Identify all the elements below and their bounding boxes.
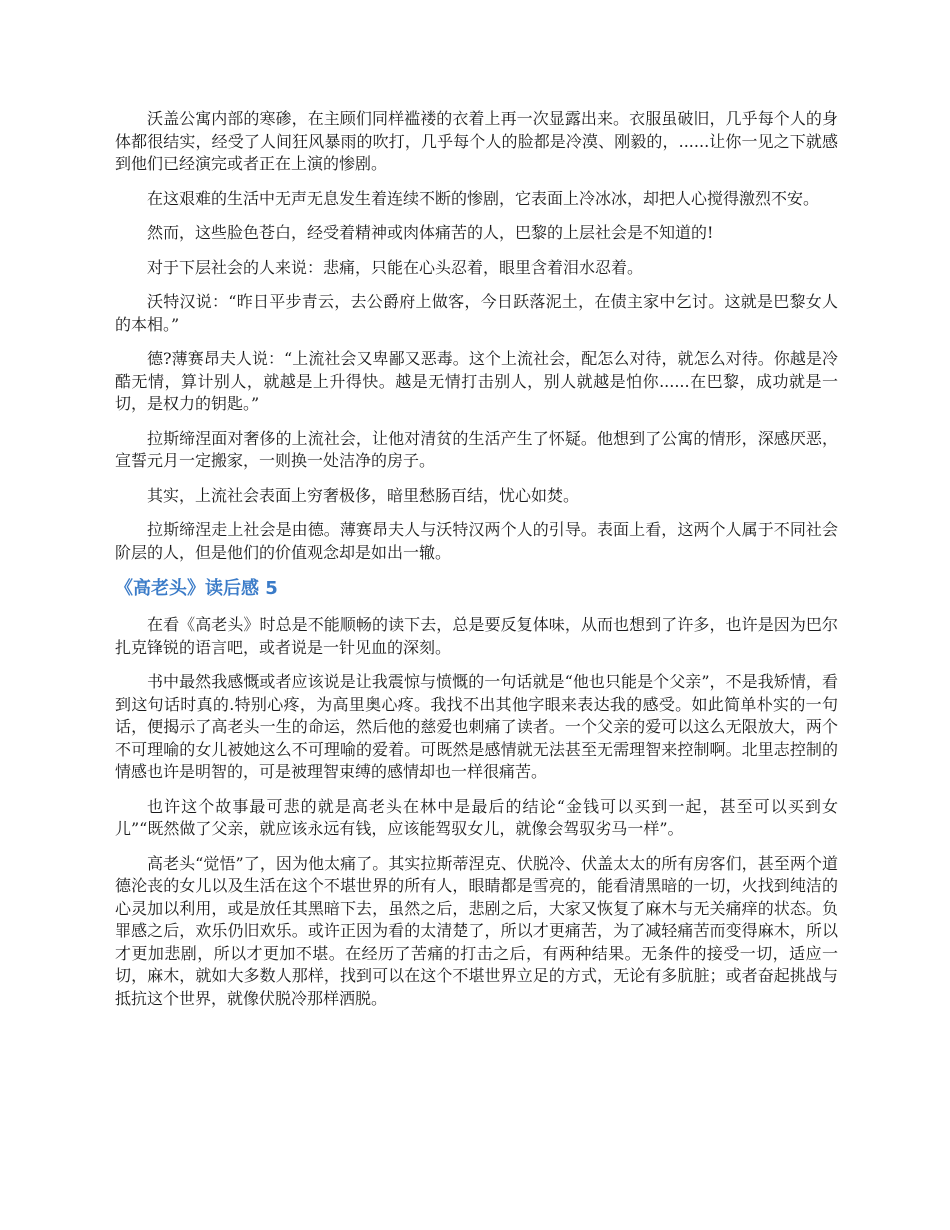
paragraph: 拉斯缔涅走上社会是由德。薄赛昂夫人与沃特汉两个人的引导。表面上看，这两个人属于不同社会阶层的人，但是他们的价值观念却是如出一辙。 <box>115 520 838 562</box>
paragraph: 高老头“觉悟”了，因为他太痛了。其实拉斯蒂涅克、伏脱冷、伏盖太太的所有房客们，甚至两个道德沦丧的女儿以及生活在这个不堪世界的所有人，眼睛都是雪亮的，能看清黑暗的一切，火找到纯洁的心灵加以利用，或是放任其黑暗下去，虽然之后，悲剧之后，大家又恢复了麻木与无关痛痒的状态。负罪感之后，欢乐仍旧欢乐。或许正因为看的太清楚了，所以才更痛苦，为了减轻痛苦而变得麻木，所以才更加悲剧，所以才更加不堪。在经历了苦痛的打击之后，有两种结果。无条件的接受一切，适应一切，麻木，就如大多数人那样，找到可以在这个不堪世界立足的方式，无论有多肮脏；或者奋起挑战与抵抗这个世界，就像伏脱冷那样洒脱。 <box>115 853 838 1008</box>
section-heading: 《高老头》读后感 5 <box>115 578 278 599</box>
paragraph: 对于下层社会的人来说：悲痛，只能在心头忍着，眼里含着泪水忍着。 <box>147 257 644 277</box>
paragraph: 拉斯缔涅面对奢侈的上流社会，让他对清贫的生活产生了怀疑。他想到了公寓的情形，深感厌恶，宣誓元月一定搬家，一则换一处洁净的房子。 <box>115 428 838 470</box>
paragraph: 沃盖公寓内部的寒碜，在主顾们同样褴褛的衣着上再一次显露出来。衣服虽破旧，几乎每个人的身体都很结实，经受了人间狂风暴雨的吹打，几乎每个人的脸都是冷漠、刚毅的，......让你一见之下就感到他们已经演完或者正在上演的惨剧。 <box>115 109 838 173</box>
paragraph: 在这艰难的生活中无声无息发生着连续不断的惨剧，它表面上冷冰冰，却把人心搅得激烈不安。 <box>147 188 820 208</box>
paragraph: 也许这个故事最可悲的就是高老头在林中是最后的结论“金钱可以买到一起，甚至可以买到女儿”“既然做了父亲，就应该永远有钱，应该能驾驭女儿，就像会驾驭劣马一样”。 <box>115 796 838 838</box>
paragraph: 其实，上流社会表面上穷奢极侈，暗里愁肠百结，忧心如焚。 <box>147 485 580 505</box>
paragraph: 在看《高老头》时总是不能顺畅的读下去，总是要反复体味，从而也想到了许多，也许是因为巴尔扎克锋锐的语言吧，或者说是一针见血的深刻。 <box>115 615 838 657</box>
paragraph: 德?薄赛昂夫人说：“上流社会又卑鄙又恶毒。这个上流社会，配怎么对待，就怎么对待。你越是冷酷无情，算计别人，就越是上升得快。越是无情打击别人，别人就越是怕你......在巴黎，成功就是一切，是权力的钥匙。” <box>115 349 838 413</box>
paragraph: 沃特汉说：“昨日平步青云，去公爵府上做客，今日跃落泥土，在债主家中乞讨。这就是巴黎女人的本相。” <box>115 292 838 334</box>
paragraph: 书中最然我感慨或者应该说是让我震惊与愤慨的一句话就是“他也只能是个父亲”，不是我矫情，看到这句话时真的.特别心疼，为高里奥心疼。我找不出其他字眼来表达我的感受。如此简单朴实的一句话，便揭示了高老头一生的命运，然后他的慈爱也刺痛了读者。一个父亲的爱可以这么无限放大，两个不可理喻的女儿被她这么不可理喻的爱着。可既然是感情就无法甚至无需理智来控制啊。北里志控制的情感也许是明智的，可是被理智束缚的感情却也一样很痛苦。 <box>115 672 838 781</box>
document-page <box>115 108 838 1022</box>
paragraph: 然而，这些脸色苍白，经受着精神或肉体痛苦的人，巴黎的上层社会是不知道的! <box>147 223 714 242</box>
